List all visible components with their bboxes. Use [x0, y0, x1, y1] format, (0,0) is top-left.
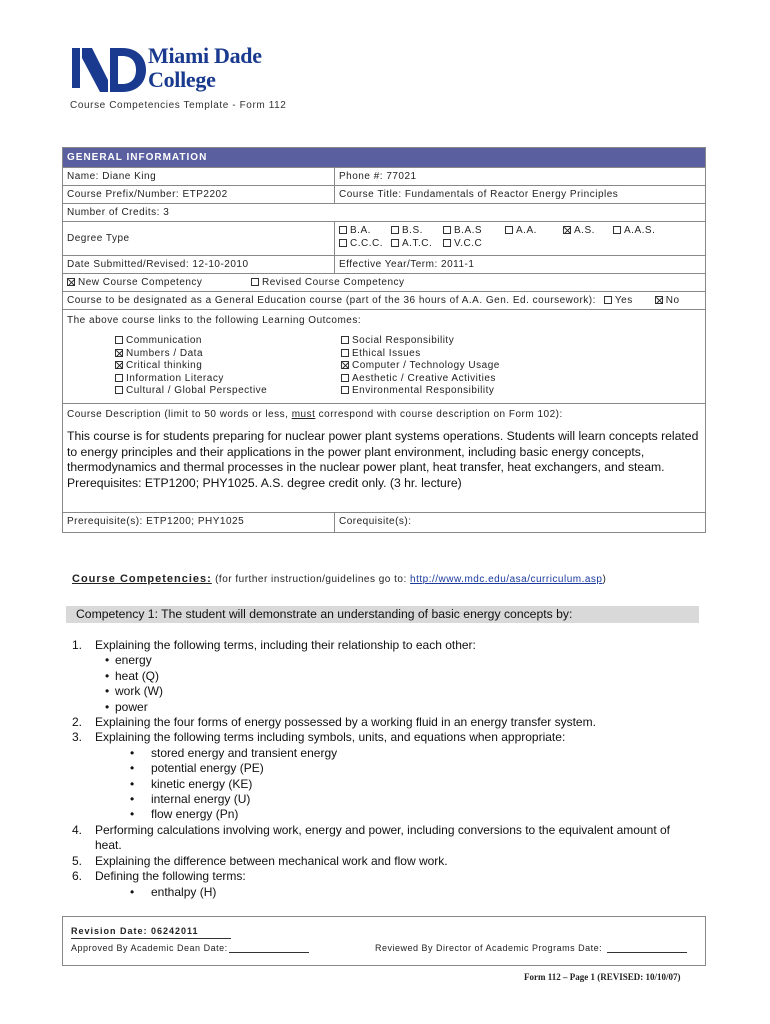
bullet-item: • stored energy and transient energy	[130, 745, 338, 760]
competency-item	[72, 854, 692, 869]
item-text: Defining the following terms:	[95, 869, 246, 884]
course-prefix-field[interactable]: Course Prefix/Number: ETP2202	[63, 186, 335, 203]
outcome-numbers-data[interactable]: Numbers / Data	[115, 348, 267, 361]
logo-line-1: Miami Dade	[148, 43, 262, 68]
item-number: 2.	[72, 715, 83, 730]
competency-item	[72, 823, 692, 854]
new-competency-checkbox[interactable]: New Course Competency	[67, 277, 202, 288]
degree-type-label: Degree Type	[63, 222, 335, 255]
checkbox-icon	[341, 386, 349, 394]
degree-option-bas[interactable]: B.A.S	[443, 225, 505, 237]
bullet-item: • potential energy (PE)	[130, 761, 264, 776]
item-text: Explaining the difference between mechanical work and flow work.	[95, 853, 448, 868]
outcome-cultural-global-perspective[interactable]: Cultural / Global Perspective	[115, 385, 267, 398]
revision-date: Revision Date: 06242011	[71, 926, 199, 936]
degree-option-as[interactable]: A.S.	[563, 225, 613, 237]
bullet-item: • enthalpy (H)	[130, 884, 217, 899]
outcome-environmental-responsibility[interactable]: Environmental Responsibility	[341, 385, 500, 398]
outcome-ethical-issues[interactable]: Ethical Issues	[341, 348, 500, 361]
bullet-item: • kinetic energy (KE)	[130, 776, 253, 791]
checkbox-icon	[341, 374, 349, 382]
corequisites-field[interactable]: Corequisite(s):	[339, 516, 412, 527]
item-text: Performing calculations involving work, energy and power, including conversions to the equivalent amount of heat.	[95, 822, 670, 853]
checkbox-icon	[341, 336, 349, 344]
logo-line-2: College	[148, 67, 216, 92]
competency-item	[72, 730, 692, 822]
degree-option-aa[interactable]: A.A.	[505, 225, 563, 237]
checkbox-icon	[505, 226, 513, 234]
general-information-table	[62, 147, 706, 533]
checkbox-checked-icon	[563, 226, 571, 234]
curriculum-link[interactable]: http://www.mdc.edu/asa/curriculum.asp	[410, 574, 603, 585]
director-date-field[interactable]	[607, 952, 687, 953]
college-logo	[72, 44, 282, 96]
degree-options	[335, 222, 705, 255]
checkbox-icon	[613, 226, 621, 234]
course-competencies-title: Course Competencies: (for further instruction/guidelines go to: http://www.mdc.edu/asa/curriculum.asp)	[72, 573, 607, 585]
gened-question: Course to be designated as a General Education course (part of the 36 hours of A.A. Gen. Ed. coursework):	[67, 295, 596, 306]
checkbox-icon	[251, 278, 259, 286]
dean-date-field[interactable]	[229, 952, 309, 953]
bullet-icon: •	[130, 745, 135, 760]
page-footer: Form 112 – Page 1 (REVISED: 10/10/07)	[524, 972, 681, 982]
credits-field[interactable]: Number of Credits: 3	[67, 207, 170, 218]
name-field[interactable]: Name: Diane King	[63, 168, 335, 185]
bullet-icon: •	[130, 761, 135, 776]
learning-outcomes-title: The above course links to the following Learning Outcomes:	[67, 315, 362, 326]
competency-1-heading: Competency 1: The student will demonstrate an understanding of basic energy concepts by:	[66, 606, 699, 623]
gened-yes-checkbox[interactable]: Yes	[604, 295, 633, 306]
item-number: 4.	[72, 822, 83, 837]
bullet-item: • power	[105, 699, 148, 714]
learning-outcomes-left	[115, 335, 267, 398]
course-description-block	[63, 403, 705, 512]
competency-item	[72, 715, 692, 730]
degree-option-vcc[interactable]: V.C.C	[443, 238, 505, 250]
learning-outcomes	[63, 309, 705, 403]
degree-option-ba[interactable]: B.A.	[339, 225, 391, 237]
bullet-icon: •	[105, 653, 110, 668]
bullet-icon: •	[105, 668, 110, 683]
bullet-icon: •	[105, 684, 110, 699]
item-text: Explaining the following terms, including their relationship to each other:	[95, 638, 476, 652]
competency-item	[72, 869, 692, 900]
revision-footer	[62, 916, 706, 966]
reviewed-by-director-label: Reviewed By Director of Academic Programs Date:	[375, 943, 603, 953]
checkbox-icon	[115, 336, 123, 344]
outcome-information-literacy[interactable]: Information Literacy	[115, 373, 267, 386]
checkbox-icon	[443, 226, 451, 234]
checkbox-icon	[339, 226, 347, 234]
outcome-social-responsibility[interactable]: Social Responsibility	[341, 335, 500, 348]
checkbox-icon	[391, 226, 399, 234]
checkbox-icon	[443, 239, 451, 247]
phone-field[interactable]: Phone #: 77021	[339, 171, 417, 182]
checkbox-icon	[341, 349, 349, 357]
revised-competency-checkbox[interactable]: Revised Course Competency	[251, 277, 405, 288]
item-number: 3.	[72, 730, 83, 745]
mdc-logo-icon	[72, 44, 148, 96]
learning-outcomes-right	[341, 335, 500, 398]
bullet-icon: •	[130, 776, 135, 791]
bullet-icon: •	[105, 699, 110, 714]
date-submitted-field[interactable]: Date Submitted/Revised: 12-10-2010	[63, 256, 335, 273]
outcome-aesthetic-creative-activities[interactable]: Aesthetic / Creative Activities	[341, 373, 500, 386]
checkbox-checked-icon	[115, 361, 123, 369]
outcome-computer-technology-usage[interactable]: Computer / Technology Usage	[341, 360, 500, 373]
outcome-critical-thinking[interactable]: Critical thinking	[115, 360, 267, 373]
competency-list	[72, 638, 692, 900]
bullet-item: • energy	[105, 653, 152, 668]
checkbox-icon	[339, 239, 347, 247]
course-title-field[interactable]: Course Title: Fundamentals of Reactor Energy Principles	[339, 189, 619, 200]
item-text: Explaining the following terms including symbols, units, and equations when appropriate:	[95, 730, 566, 745]
checkbox-checked-icon	[67, 278, 75, 286]
checkbox-checked-icon	[655, 296, 663, 304]
prerequisites-field[interactable]: Prerequisite(s): ETP1200; PHY1025	[63, 513, 335, 532]
checkbox-icon	[115, 386, 123, 394]
course-description-text[interactable]: This course is for students preparing for nuclear power plant systems operations. Students will learn concepts related to energy principles and their applications in the power plant environment, including basic energy concepts, thermodynamics and thermal processes in the nuclear power plant, heat transfer, heat exchangers, and steam. Prerequisites: ETP1200; PHY1025. A.S. degree credit only. (3 hr. lecture)	[67, 429, 699, 490]
competency-item	[72, 638, 692, 715]
effective-term-field[interactable]: Effective Year/Term: 2011-1	[339, 259, 475, 270]
item-text: Explaining the four forms of energy possessed by a working fluid in an energy transfer system.	[95, 715, 596, 730]
degree-option-bs[interactable]: B.S.	[391, 225, 443, 237]
general-info-heading: GENERAL INFORMATION	[63, 148, 705, 167]
outcome-communication[interactable]: Communication	[115, 335, 267, 348]
item-number: 6.	[72, 869, 83, 884]
bullet-item: • flow energy (Pn)	[130, 807, 239, 822]
bullet-icon: •	[130, 792, 135, 807]
gened-no-checkbox[interactable]: No	[655, 295, 680, 306]
degree-option-aas[interactable]: A.A.S.	[613, 225, 673, 237]
degree-option-atc[interactable]: A.T.C.	[391, 238, 443, 250]
item-number: 1.	[72, 638, 83, 652]
bullet-icon: •	[130, 807, 135, 822]
approved-by-dean-label: Approved By Academic Dean Date:	[71, 943, 228, 953]
checkbox-icon	[604, 296, 612, 304]
bullet-icon: •	[130, 884, 135, 899]
checkbox-checked-icon	[341, 361, 349, 369]
bullet-item: • work (W)	[105, 684, 163, 699]
item-number: 5.	[72, 853, 83, 868]
revision-underline	[71, 938, 231, 939]
bullet-item: • internal energy (U)	[130, 792, 251, 807]
degree-option-ccc[interactable]: C.C.C.	[339, 238, 391, 250]
checkbox-checked-icon	[115, 349, 123, 357]
checkbox-icon	[391, 239, 399, 247]
course-description-label: Course Description (limit to 50 words or less, must correspond with course description on Form 102):	[67, 409, 563, 420]
form-name: Course Competencies Template - Form 112	[70, 100, 287, 111]
checkbox-icon	[115, 374, 123, 382]
bullet-item: • heat (Q)	[105, 668, 160, 683]
